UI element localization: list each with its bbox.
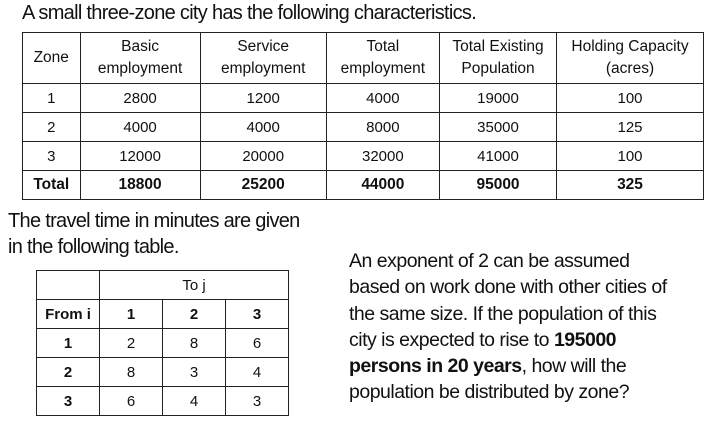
target-horizon: persons in 20 years xyxy=(349,355,522,378)
problem-line: the same size. If the population of this xyxy=(349,302,657,325)
travel-time-table xyxy=(36,270,289,416)
table-row xyxy=(23,84,704,113)
cell: 4 xyxy=(226,358,289,387)
table-row xyxy=(23,142,704,171)
cell: 2800 xyxy=(80,84,200,113)
cell: 8 xyxy=(100,358,163,387)
table-row xyxy=(37,387,289,416)
table-row xyxy=(23,113,704,142)
cell: 3 xyxy=(23,142,81,171)
cell: 4 xyxy=(163,387,226,416)
problem-text: , how will the xyxy=(521,355,627,378)
cell: 1200 xyxy=(200,84,326,113)
problem-line: An exponent of 2 can be assumed xyxy=(349,250,630,272)
cell: 20000 xyxy=(200,142,326,171)
col-header-total-employment: Total employment xyxy=(326,33,439,84)
cell: 6 xyxy=(226,329,289,358)
col-header: 1 xyxy=(100,300,163,329)
cell: 8 xyxy=(163,329,226,358)
table-row xyxy=(37,329,289,358)
cell: Total xyxy=(23,171,81,200)
table-header-row xyxy=(23,33,704,84)
cell: 2 xyxy=(23,113,81,142)
problem-line xyxy=(349,353,714,379)
col-header-basic-employment: Basic employment xyxy=(80,33,200,84)
target-population: 195000 xyxy=(553,328,617,351)
table-header-row xyxy=(37,300,289,329)
col-header-zone: Zone xyxy=(23,33,81,84)
cell: 4000 xyxy=(80,113,200,142)
intro-text: A small three-zone city has the following characteristics. xyxy=(22,2,477,24)
col-header-holding-capacity: Holding Capacity (acres) xyxy=(557,33,704,84)
col-header-service-employment: Service employment xyxy=(200,33,326,84)
cell: 3 xyxy=(226,387,289,416)
cell: 3 xyxy=(163,358,226,387)
table-header-row xyxy=(37,271,289,300)
to-j-header: To j xyxy=(100,271,289,300)
problem-line: based on work done with other cities of xyxy=(349,276,667,299)
table-row xyxy=(37,358,289,387)
cell: 12000 xyxy=(80,142,200,171)
cell: 25200 xyxy=(200,171,326,200)
cell: 32000 xyxy=(326,142,439,171)
cell: 2 xyxy=(100,329,163,358)
corner-cell xyxy=(37,271,100,300)
problem-line: population be distributed by zone? xyxy=(349,381,630,404)
col-header: 3 xyxy=(226,300,289,329)
travel-intro-line-2: in the following table. xyxy=(8,236,179,258)
table-total-row xyxy=(23,171,704,200)
cell: 8000 xyxy=(326,113,439,142)
problem-statement xyxy=(349,248,714,406)
cell: 1 xyxy=(23,84,81,113)
travel-intro-line-1: The travel time in minutes are given xyxy=(8,210,300,232)
cell: 4000 xyxy=(200,113,326,142)
problem-text: city is expected to rise to xyxy=(349,328,554,351)
cell: 19000 xyxy=(440,84,557,113)
cell: 18800 xyxy=(80,171,200,200)
cell: 6 xyxy=(100,387,163,416)
cell: 4000 xyxy=(326,84,439,113)
row-header: 2 xyxy=(37,358,100,387)
cell: 125 xyxy=(557,113,704,142)
cell: 41000 xyxy=(440,142,557,171)
row-header: 3 xyxy=(37,387,100,416)
from-i-header: From i xyxy=(37,300,100,329)
problem-line xyxy=(349,327,714,353)
cell: 100 xyxy=(557,84,704,113)
row-header: 1 xyxy=(37,329,100,358)
col-header-total-existing-population: Total Existing Population xyxy=(440,33,557,84)
cell: 95000 xyxy=(440,171,557,200)
cell: 35000 xyxy=(440,113,557,142)
cell: 44000 xyxy=(326,171,439,200)
col-header: 2 xyxy=(163,300,226,329)
cell: 325 xyxy=(557,171,704,200)
cell: 100 xyxy=(557,142,704,171)
zone-characteristics-table xyxy=(22,32,704,200)
